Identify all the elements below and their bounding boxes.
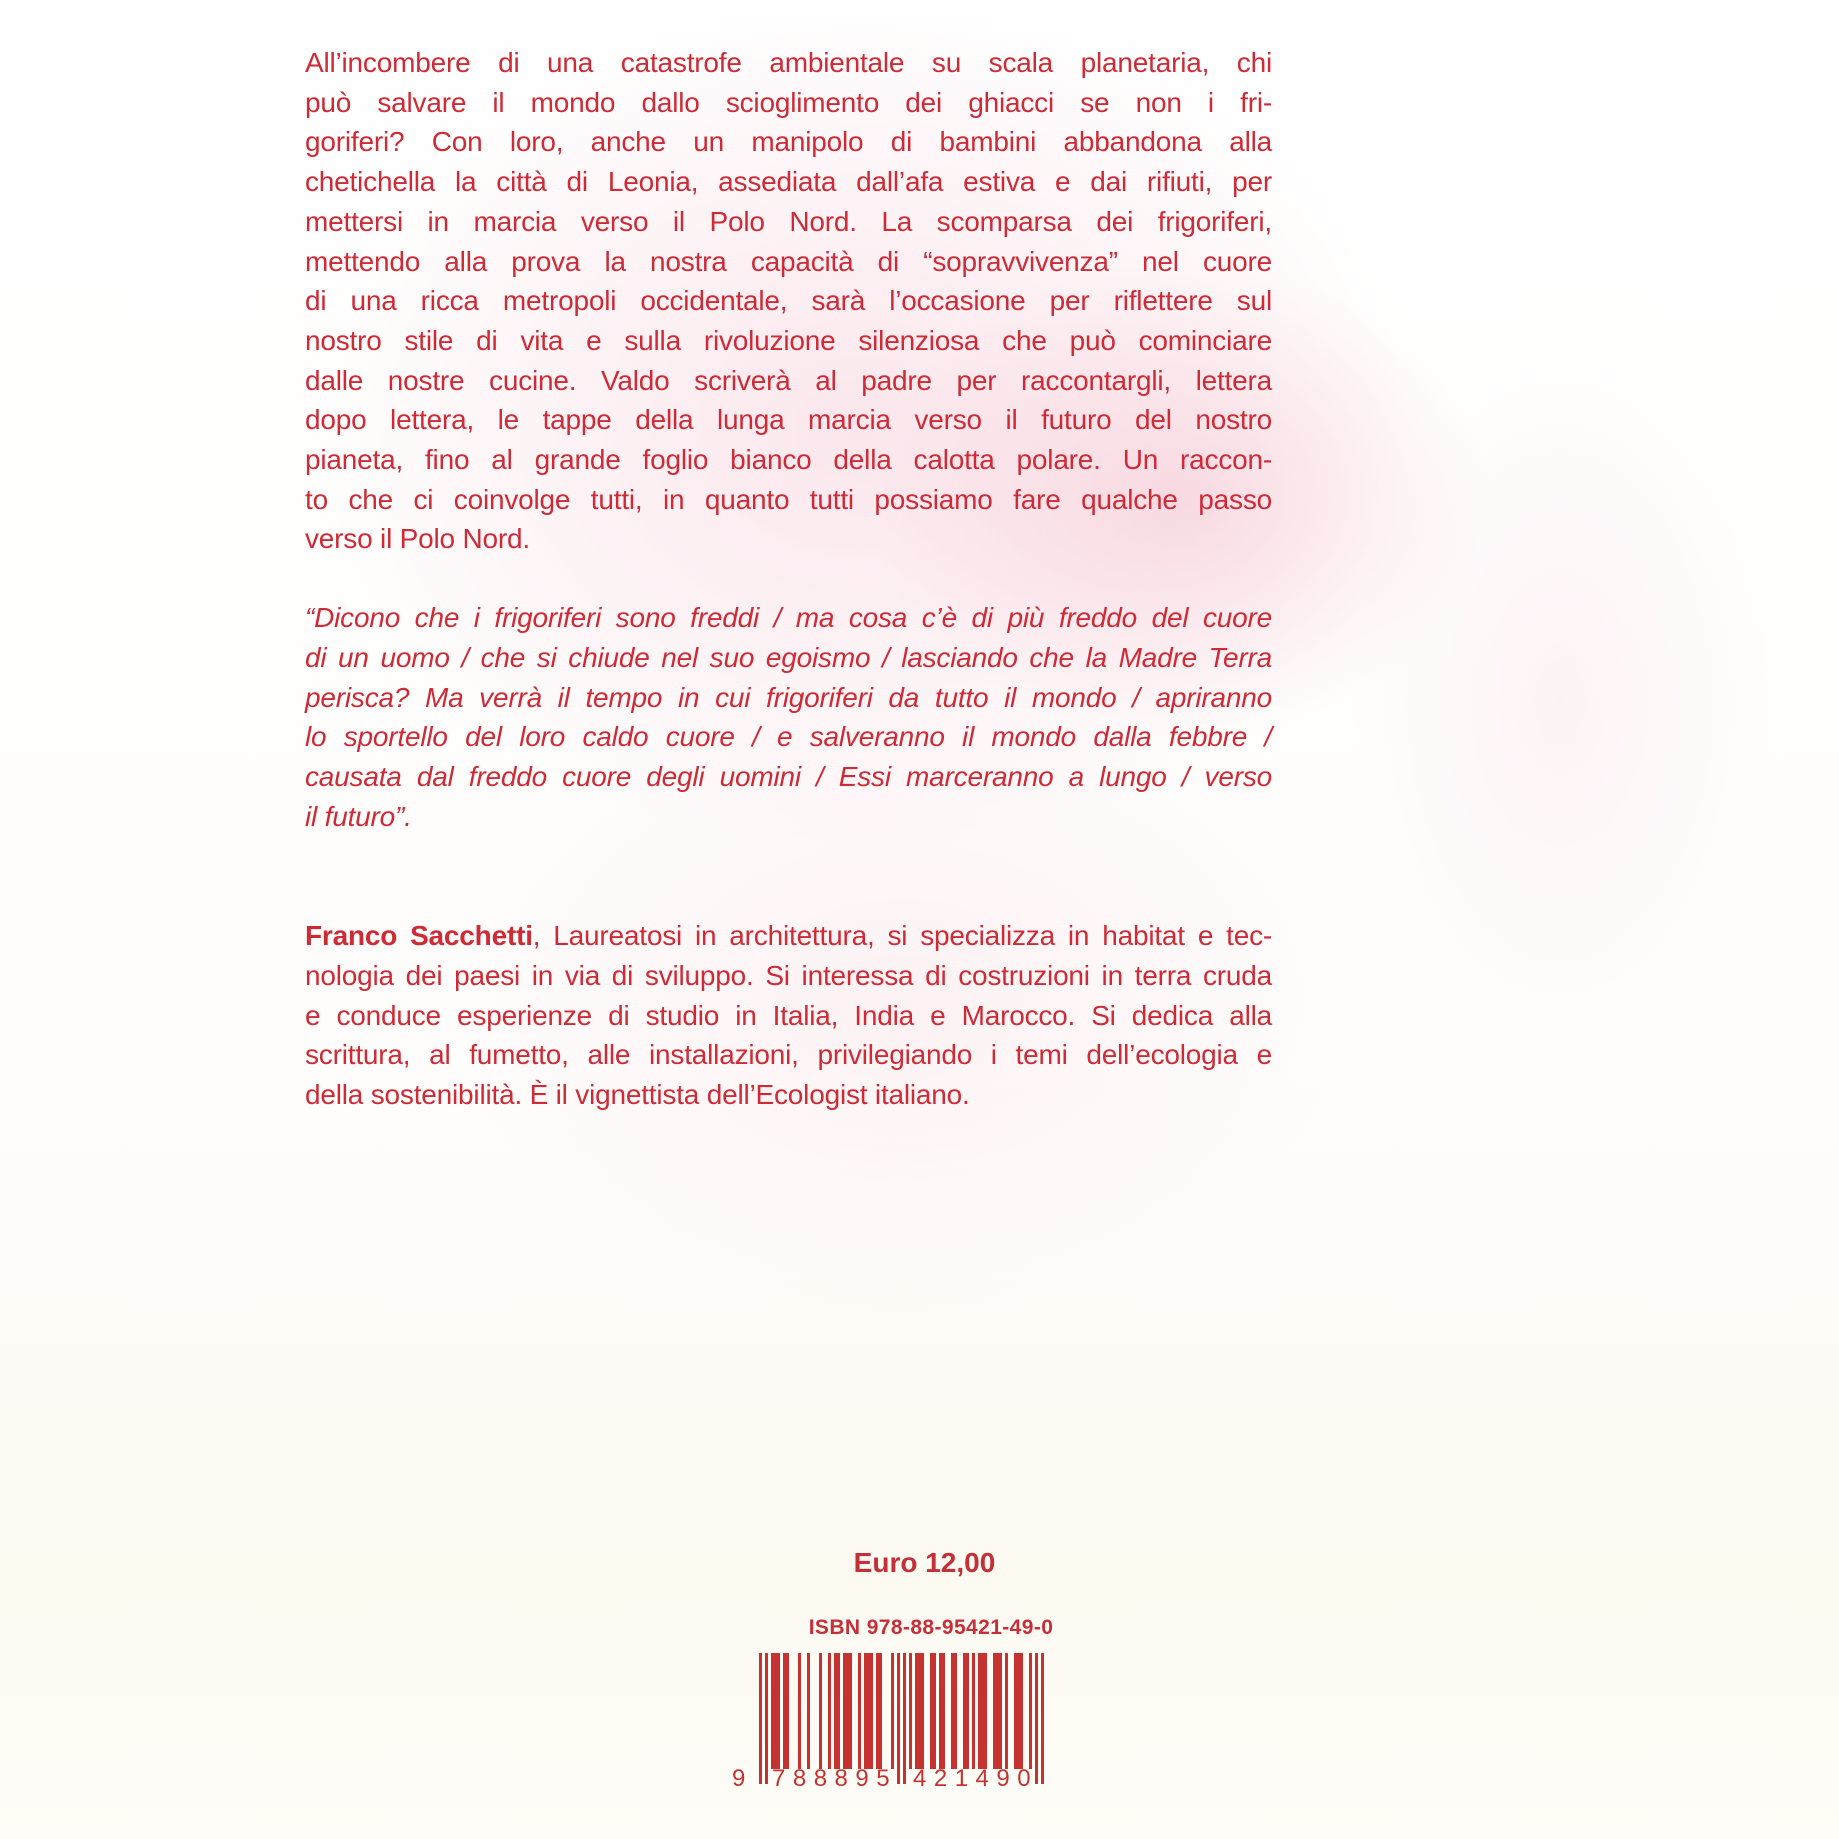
text-line: nologia dei paesi in via di sviluppo. Si interessa di costruzioni in terra cruda	[305, 960, 1272, 992]
quote-paragraph	[305, 598, 1272, 836]
barcode-digit-group2: 421490	[913, 1765, 1039, 1792]
text-line: causata dal freddo cuore degli uomini / Essi marceranno a lungo / verso	[305, 760, 1272, 792]
text-line: di un uomo / che si chiude nel suo egoismo / lasciando che la Madre Terra	[305, 641, 1272, 673]
barcode-bar	[999, 1653, 1002, 1769]
barcode-bar	[879, 1653, 882, 1769]
barcode-bar	[1005, 1653, 1008, 1769]
text-line: goriferi? Con loro, anche un manipolo di bambini abbandona alla	[305, 126, 1272, 158]
barcode-bar	[891, 1653, 894, 1769]
barcode-bar	[786, 1653, 789, 1769]
text-line: nostro stile di vita e sulla rivoluzione silenziosa che può cominciare	[305, 324, 1272, 356]
barcode-bar	[870, 1653, 873, 1769]
barcode-bar	[921, 1653, 924, 1769]
bio-first-line-rest: , Laureatosi in architettura, si specializza in habitat e tec-	[532, 920, 1272, 952]
barcode-bar	[798, 1653, 801, 1769]
text-line: perisca? Ma verrà il tempo in cui frigoriferi da tutto il mondo / apriranno	[305, 681, 1272, 713]
isbn-label: ISBN 978-88-95421-49-0	[808, 1616, 1054, 1639]
barcode-bar	[1029, 1653, 1032, 1769]
barcode-bar	[777, 1653, 780, 1769]
text-line: dopo lettera, le tappe della lunga marcia verso il futuro del nostro	[305, 404, 1272, 436]
bio-first-line	[305, 916, 1272, 956]
barcode-bar	[909, 1653, 912, 1769]
barcode-bar	[954, 1653, 957, 1769]
barcode-bar	[807, 1653, 810, 1769]
barcode-digit-left: 9	[732, 1765, 746, 1792]
barcode	[732, 1653, 1044, 1793]
author-name: Franco Sacchetti	[305, 920, 533, 952]
text-line: e conduce esperienze di studio in Italia, India e Marocco. Si dedica alla	[305, 999, 1272, 1031]
barcode-bar	[828, 1653, 831, 1769]
barcode-bar	[1020, 1653, 1023, 1769]
barcode-bar	[972, 1653, 975, 1769]
barcode-bar	[819, 1653, 822, 1769]
text-line: il futuro”.	[305, 800, 412, 832]
text-line: dalle nostre cucine. Valdo scriverà al padre per raccontargli, lettera	[305, 364, 1272, 396]
text-line: mettersi in marcia verso il Polo Nord. La scomparsa dei frigoriferi,	[305, 205, 1272, 237]
text-line: mettendo alla prova la nostra capacità di “sopravvivenza” nel cuore	[305, 245, 1272, 277]
text-line: to che ci coinvolge tutti, in quanto tutti possiamo fare qualche passo	[305, 483, 1272, 515]
text-line: lo sportello del loro caldo cuore / e salveranno il mondo dalla febbre /	[305, 721, 1272, 753]
text-line: All’incombere di una catastrofe ambientale su scala planetaria, chi	[305, 47, 1272, 78]
text-line: può salvare il mondo dallo scioglimento dei ghiacci se non i fri-	[305, 86, 1272, 118]
synopsis-paragraph	[305, 43, 1272, 559]
barcode-bar	[942, 1653, 945, 1769]
text-line: della sostenibilità. È il vignettista dell’Ecologist italiano.	[305, 1079, 970, 1111]
author-bio	[305, 916, 1272, 1115]
barcode-bar	[858, 1653, 861, 1769]
barcode-bar	[837, 1653, 840, 1769]
text-line: “Dicono che i frigoriferi sono freddi / ma cosa c’è di più freddo del cuore	[305, 602, 1272, 634]
barcode-bar	[966, 1653, 969, 1769]
text-line: chetichella la città di Leonia, assediata dall’afa estiva e dai rifiuti, per	[305, 166, 1272, 198]
bio-lines	[305, 956, 1272, 1115]
barcode-digit-group1: 788895	[772, 1765, 898, 1792]
barcode-digits	[732, 1765, 1044, 1793]
barcode-bar	[984, 1653, 987, 1769]
text-column	[305, 43, 1272, 1115]
text-line: di una ricca metropoli occidentale, sarà l’occasione per riflettere sul	[305, 285, 1272, 317]
text-line: scrittura, al fumetto, alle installazioni, privilegiando i temi dell’ecologia e	[305, 1039, 1272, 1071]
text-line: pianeta, fino al grande foglio bianco della calotta polare. Un raccon-	[305, 444, 1272, 476]
barcode-bar	[933, 1653, 936, 1769]
price-label: Euro 12,00	[853, 1547, 996, 1578]
barcode-bar	[849, 1653, 852, 1769]
text-line: verso il Polo Nord.	[305, 523, 530, 555]
